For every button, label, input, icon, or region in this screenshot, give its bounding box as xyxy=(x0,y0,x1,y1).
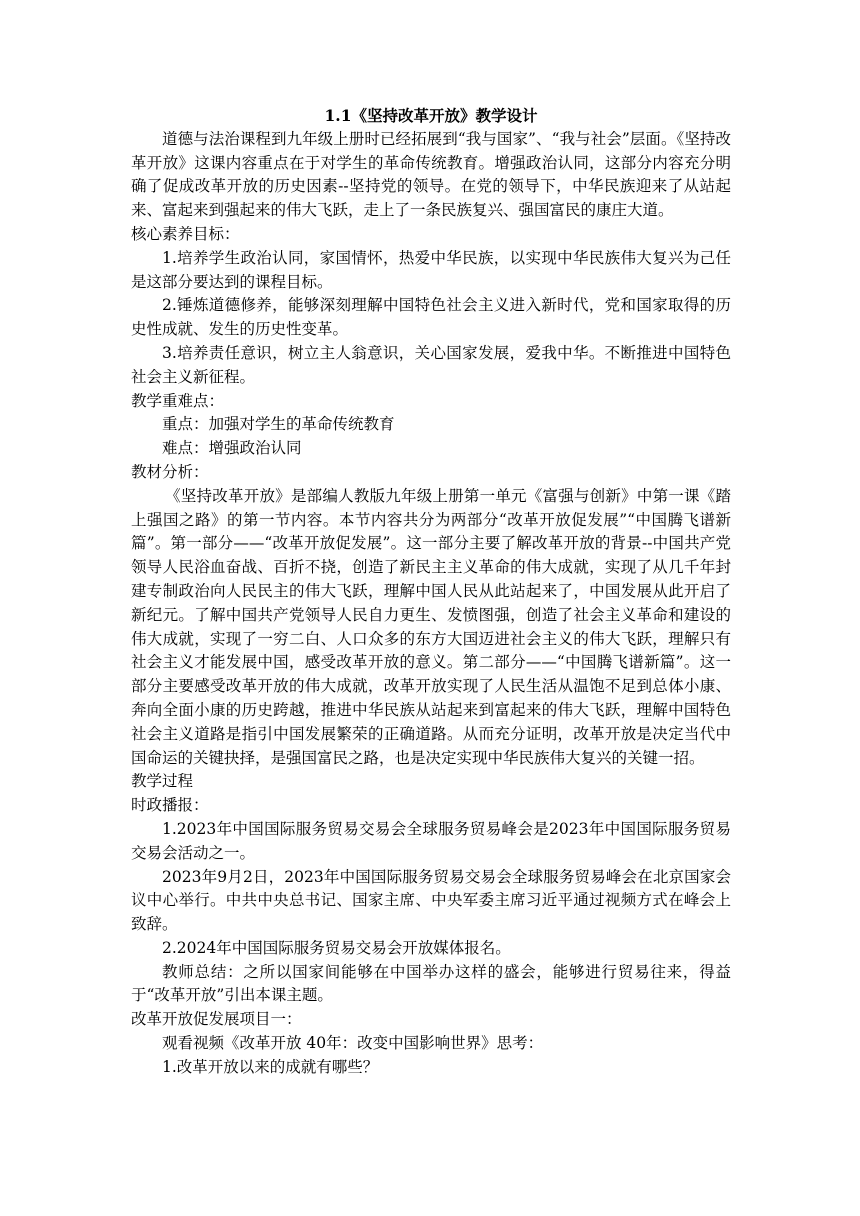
analysis-paragraph: 《坚持改革开放》是部编人教版九年级上册第一单元《富强与创新》中第一课《踏上强国之路》的第一节内容。本节内容共分为两部分“改革开放促发展”“中国腾飞谱新篇”。第一部分——“改革开放促发展”。这一部分主要了解改革开放的背景--中国共产党领导人民浴血奋战、百折不挠，创造了新民主主义革命的伟大成就，实现了从几千年封建专制政治向人民民主的伟大飞跃，理解中国人民从此站起来了，中国发展从此开启了新纪元。了解中国共产党领导人民自力更生、发愤图强，创造了社会主义革命和建设的伟大成就，实现了一穷二白、人口众多的东方大国迈进社会主义的伟大飞跃，理解只有社会主义才能发展中国，感受改革开放的意义。第二部分——“中国腾飞谱新篇”。这一部分主要感受改革开放的伟大成就，改革开放实现了人民生活从温饱不足到总体小康、奔向全面小康的历史跨越，推进中华民族从站起来到富起来的伟大飞跃，理解中国特色社会主义道路是指引中国发展繁荣的正确道路。从而充分证明，改革开放是决定当代中国命运的关键抉择，是强国富民之路，也是决定实现中华民族伟大复兴的关键一招。 xyxy=(131,486,731,767)
news-item-1: 1.2023年中国国际服务贸易交易会全球服务贸易峰会是2023年中国国际服务贸易交易会活动之一。 xyxy=(131,819,731,862)
teacher-summary: 教师总结：之所以国家间能够在中国举办这样的盛会，能够进行贸易往来，得益于“改革开放”引出本课主题。 xyxy=(131,962,731,1005)
key-point: 重点：加强对学生的革命传统教育 xyxy=(162,415,395,434)
process-heading: 教学过程 xyxy=(131,772,194,791)
video-prompt: 观看视频《改革开放 40年：改变中国影响世界》思考： xyxy=(162,1034,544,1053)
goal-item-3: 3.培养责任意识，树立主人翁意识，关心国家发展，爱我中华。不断推进中国特色社会主义新征程。 xyxy=(131,343,731,386)
goals-heading: 核心素养目标： xyxy=(131,224,240,243)
news-item-1-detail: 2023年9月2日，2023年中国国际服务贸易交易会全球服务贸易峰会在北京国家会议中心举行。中共中央总书记、国家主席、中央军委主席习近平通过视频方式在峰会上致辞。 xyxy=(131,867,731,934)
project-heading: 改革开放促发展项目一： xyxy=(131,1010,302,1029)
key-heading: 教学重难点： xyxy=(131,391,225,410)
news-heading: 时政播报： xyxy=(131,796,209,815)
intro-paragraph: 道德与法治课程到九年级上册时已经拓展到“我与国家”、“我与社会”层面。《坚持改革开放》这课内容重点在于对学生的革命传统教育。增强政治认同，这部分内容充分明确了促成改革开放的历史因素--坚持党的领导。在党的领导下，中华民族迎来了从站起来、富起来到强起来的伟大飞跃，走上了一条民族复兴、强国富民的康庄大道。 xyxy=(131,129,731,220)
question-1: 1.改革开放以来的成就有哪些？ xyxy=(162,1057,379,1076)
goal-item-1: 1.培养学生政治认同，家国情怀，热爱中华民族，以实现中华民族伟大复兴为己任是这部分要达到的课程目标。 xyxy=(131,248,731,291)
analysis-heading: 教材分析： xyxy=(131,462,209,481)
document-title: 1.1《坚持改革开放》教学设计 xyxy=(324,106,538,125)
goal-item-2: 2.锤炼道德修养，能够深刻理解中国特色社会主义进入新时代，党和国家取得的历史性成就、发生的历史性变革。 xyxy=(131,296,731,339)
news-item-2: 2.2024年中国国际服务贸易交易会开放媒体报名。 xyxy=(162,938,511,957)
document-page xyxy=(131,104,731,1080)
difficulty-point: 难点：增强政治认同 xyxy=(162,439,302,458)
